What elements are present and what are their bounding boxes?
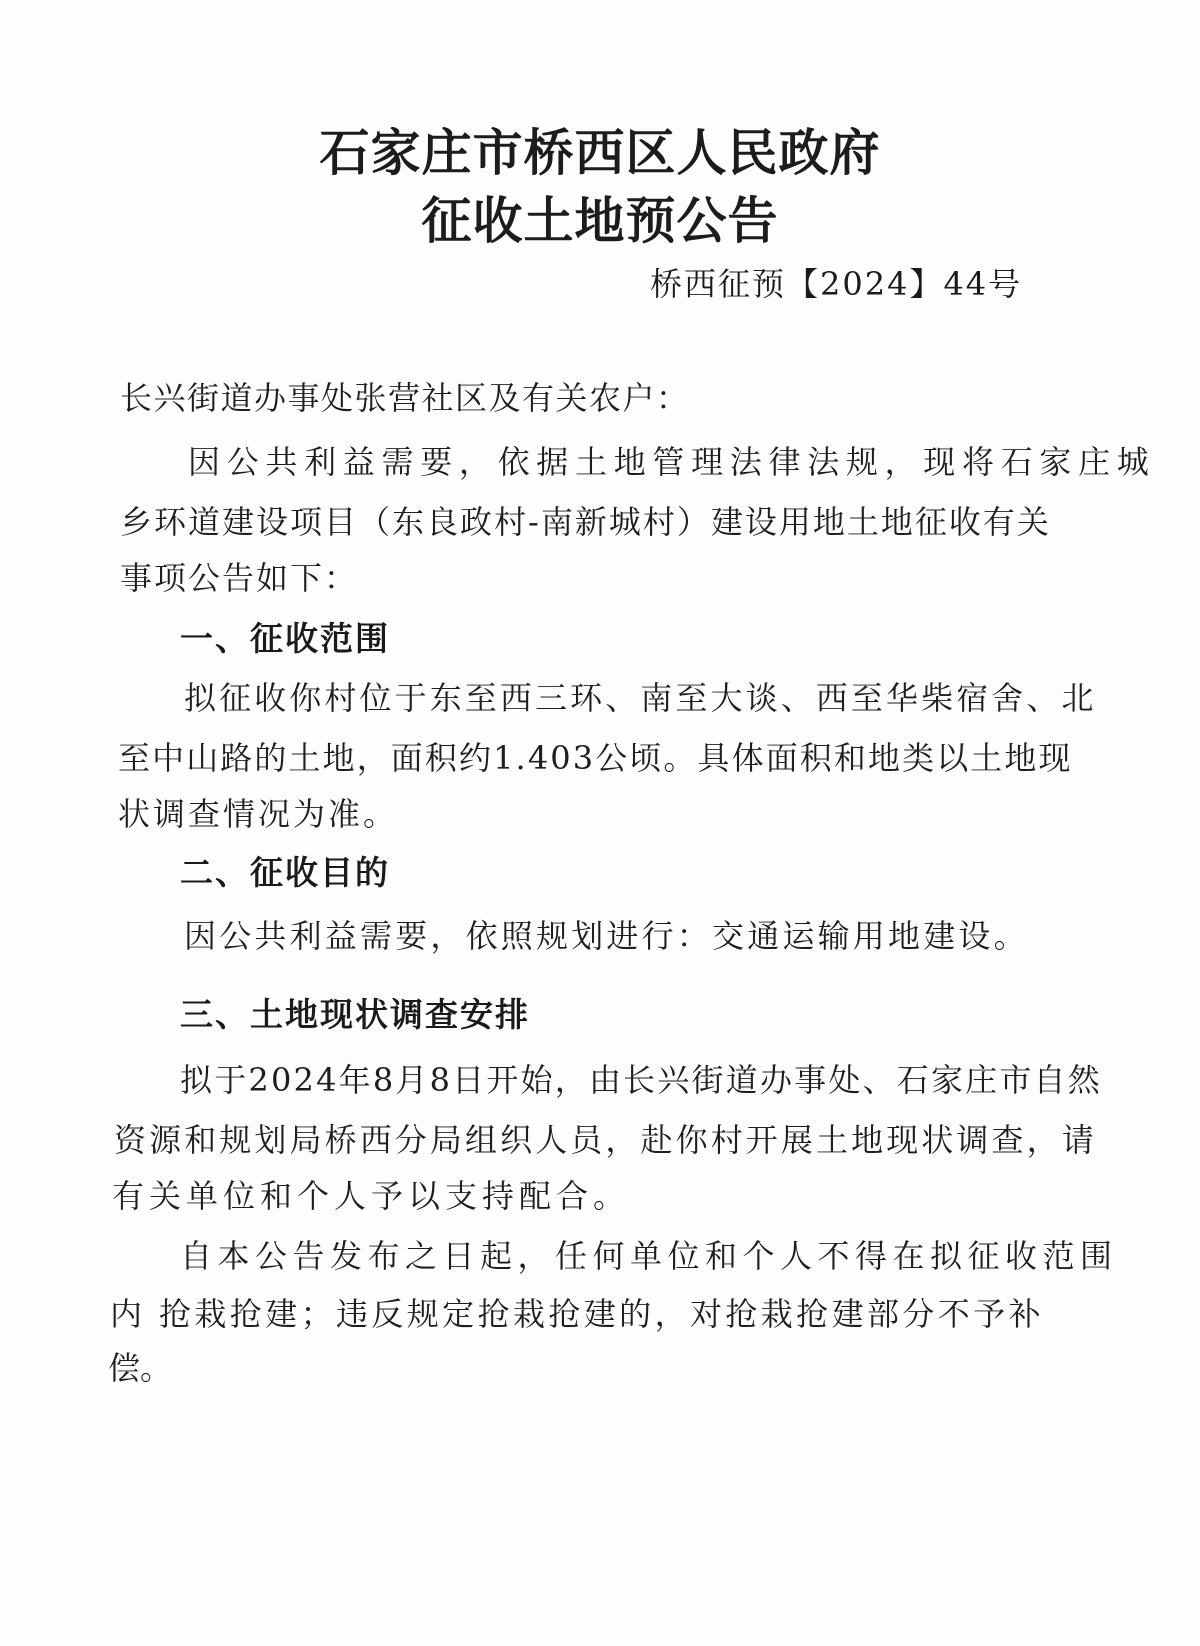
- section-1-line-1: 拟征收你村位于东至西三环、南至大谈、西至华柴宿舍、北: [184, 679, 1097, 717]
- document-number: 桥西征预【2024】44号: [650, 265, 1023, 303]
- closing-line-1: 自本公告发布之日起，任何单位和个人不得在拟征收范围: [180, 1237, 1118, 1275]
- addressee: 长兴街道办事处张营社区及有关农户：: [120, 379, 690, 417]
- closing-line-2: 内 抢栽抢建；违反规定抢栽抢建的，对抢栽抢建部分不予补: [110, 1295, 1044, 1333]
- section-2-heading: 二、征收目的: [180, 853, 390, 892]
- document-title-line-1: 石家庄市桥西区人民政府: [319, 124, 881, 182]
- intro-line-3: 事项公告如下：: [120, 559, 359, 597]
- intro-line-2: 乡环道建设项目（东良政村-南新城村）建设用地土地征收有关: [120, 503, 1051, 541]
- closing-line-3: 偿。: [108, 1349, 173, 1387]
- section-3-line-2: 资源和规划局桥西分局组织人员，赴你村开展土地现状调查，请: [114, 1121, 1097, 1159]
- section-3-line-1: 拟于2024年8月8日开始，由长兴街道办事处、石家庄市自然: [180, 1061, 1102, 1099]
- section-1-heading: 一、征收范围: [180, 619, 390, 658]
- section-1-line-3: 状调查情况为准。: [118, 795, 399, 833]
- section-3-line-3: 有关单位和个人予以支持配合。: [112, 1177, 631, 1215]
- intro-line-1: 因公共利益需要，依据土地管理法律法规，现将石家庄城: [188, 443, 1156, 481]
- section-2-line-1: 因公共利益需要，依照规划进行：交通运输用地建设。: [184, 917, 1029, 955]
- document-title-line-2: 征收土地预公告: [421, 192, 779, 250]
- section-3-heading: 三、土地现状调查安排: [180, 995, 530, 1034]
- section-1-line-2: 至中山路的土地，面积约1.403公顷。具体面积和地类以土地现: [118, 739, 1073, 777]
